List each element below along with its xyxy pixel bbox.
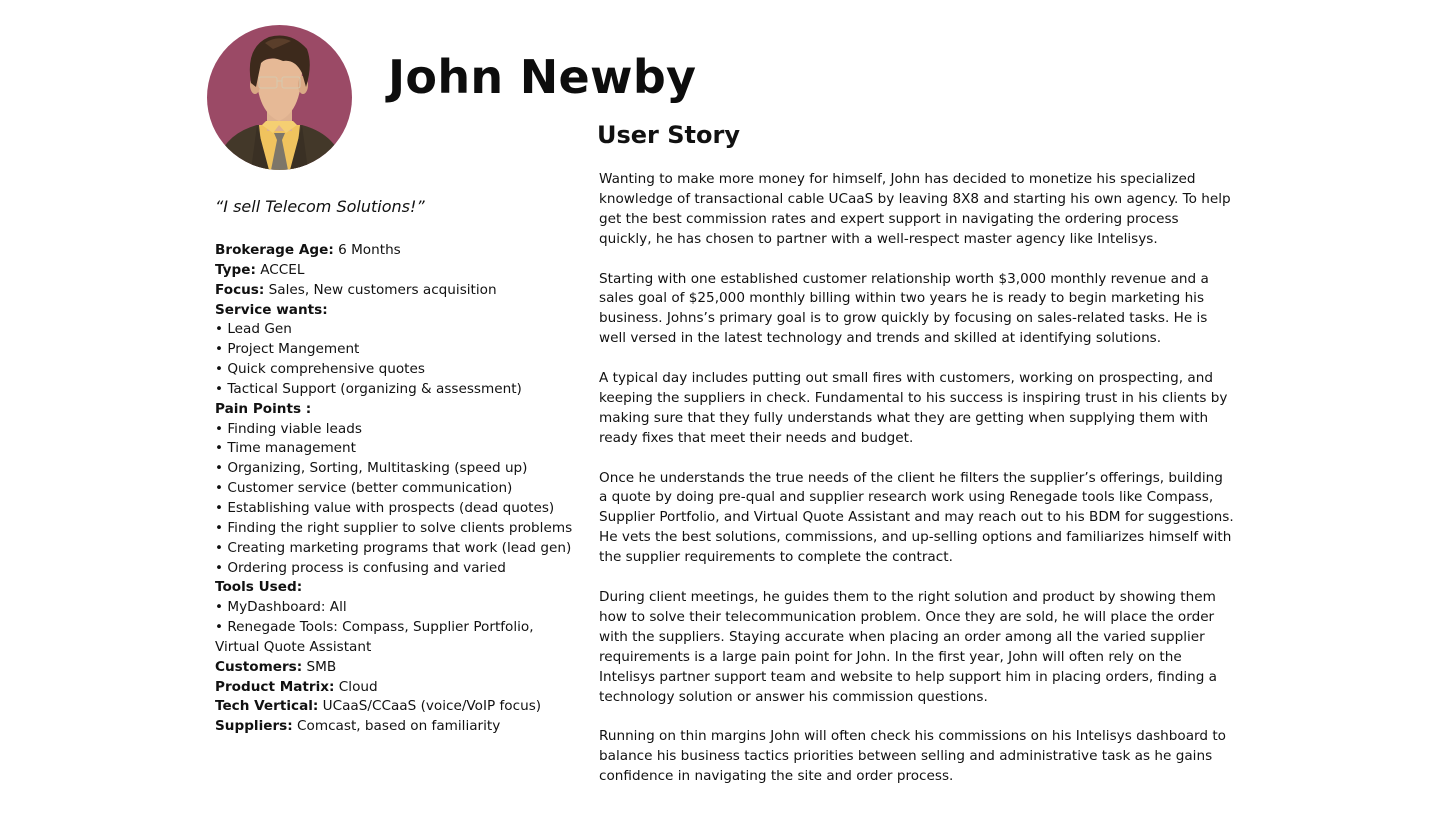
customers-row <box>215 658 575 678</box>
list-item: • Creating marketing programs that work (lead gen) <box>215 539 572 556</box>
story-paragraph: Wanting to make more money for himself, John has decided to monetize his specialized knowledge of transactional cable UCaaS by leaving 8X8 and starting his own agency. To help get the best commission rates and expert support in navigating the ordering process quickly, he has chosen to partner with a well-respect master agency like Intelisys. <box>599 171 1231 247</box>
tech-vertical-value: UCaaS/CCaaS (voice/VoIP focus) <box>318 698 542 715</box>
tech-vertical-row <box>215 697 575 717</box>
type-label: Type: <box>215 261 256 278</box>
type-value: ACCEL <box>255 261 305 278</box>
focus-value: Sales, New customers acquisition <box>264 281 497 298</box>
brokerage-age-row <box>215 241 575 261</box>
list-item: • Quick comprehensive quotes <box>215 361 425 378</box>
brokerage-age-label: Brokerage Age: <box>215 242 334 258</box>
service-wants-heading: Service wants: <box>215 301 328 318</box>
story-paragraph: Once he understands the true needs of the client he filters the supplier’s offerings, building a quote by doing pre-qual and supplier research work using Renegade tools like Compass, Supplier Portfolio, and Virtual Quote Assistant and may reach out to his BDM for suggestions. He vets the best solutions, commissions, and up-selling options and familiarizes himself with the supplier requirements to complete the contract. <box>599 469 1234 566</box>
story-paragraph: Running on thin margins John will often check his commissions on his Intelisys dashboard to balance his business tactics priorities between selling and administrative task as he gains confidence in navigating the site and order process. <box>599 728 1226 785</box>
story-paragraph: During client meetings, he guides them to the right solution and product by showing them how to solve their telecommunication problem. Once they are sold, he will place the order with the suppliers. Staying accurate when placing an order among all the varied supplier requirements is a large pain point for John. In the first year, John will often rely on the Intelisys partner support team and website to help support him in placing orders, finding a technology solution or answer his commission questions. <box>599 588 1218 705</box>
suppliers-value: Comcast, based on familiarity <box>292 718 501 735</box>
suppliers-row <box>215 717 575 737</box>
persona-avatar <box>207 25 352 170</box>
list-item: • Finding the right supplier to solve clients problems <box>215 519 573 536</box>
brokerage-age-value: 6 Months <box>333 242 401 258</box>
list-item: • Time management <box>215 440 356 457</box>
story-paragraph: A typical day includes putting out small fires with customers, working on prospecting, and keeping the suppliers in check. Fundamental to his success is inspiring trust in his clients by making sure that they fully understands what they are getting when supplying them with ready fixes that meet their needs and budget. <box>599 370 1228 446</box>
list-item: • Customer service (better communication) <box>215 480 513 497</box>
type-row <box>215 261 575 281</box>
list-item: • Lead Gen <box>215 321 292 338</box>
persona-details <box>215 241 575 737</box>
user-story-body <box>599 170 1235 807</box>
tools-heading: Tools Used: <box>215 579 303 596</box>
product-matrix-value: Cloud <box>334 678 378 695</box>
user-story-title: User Story <box>597 121 740 149</box>
list-item: • Tactical Support (organizing & assessment) <box>215 380 522 397</box>
list-item: • MyDashboard: All <box>215 599 347 616</box>
pain-points-heading: Pain Points : <box>215 400 312 417</box>
persona-quote: “I sell Telecom Solutions!” <box>215 197 425 216</box>
customers-label: Customers: <box>215 658 303 675</box>
product-matrix-label: Product Matrix: <box>215 678 335 695</box>
persona-name: John Newby <box>388 50 697 104</box>
customers-value: SMB <box>302 658 337 675</box>
product-matrix-row <box>215 678 575 698</box>
suppliers-label: Suppliers: <box>215 718 293 735</box>
tech-vertical-label: Tech Vertical: <box>215 698 319 715</box>
focus-row <box>215 281 575 301</box>
list-item: • Organizing, Sorting, Multitasking (speed up) <box>215 460 528 477</box>
list-item: • Establishing value with prospects (dead quotes) <box>215 499 555 516</box>
list-item: • Project Mangement <box>215 341 360 358</box>
list-item: • Renegade Tools: Compass, Supplier Portfolio, Virtual Quote Assistant <box>215 619 534 655</box>
focus-label: Focus: <box>215 281 265 298</box>
list-item: • Ordering process is confusing and varied <box>215 559 506 576</box>
story-paragraph: Starting with one established customer relationship worth $3,000 monthly revenue and a sales goal of $25,000 monthly billing within two years he is ready to begin marketing his business. Johns’s primary goal is to grow quickly by focusing on sales-related tasks. He is well versed in the latest technology and trends and skilled at identifying solutions. <box>599 270 1209 347</box>
list-item: • Finding viable leads <box>215 420 362 437</box>
